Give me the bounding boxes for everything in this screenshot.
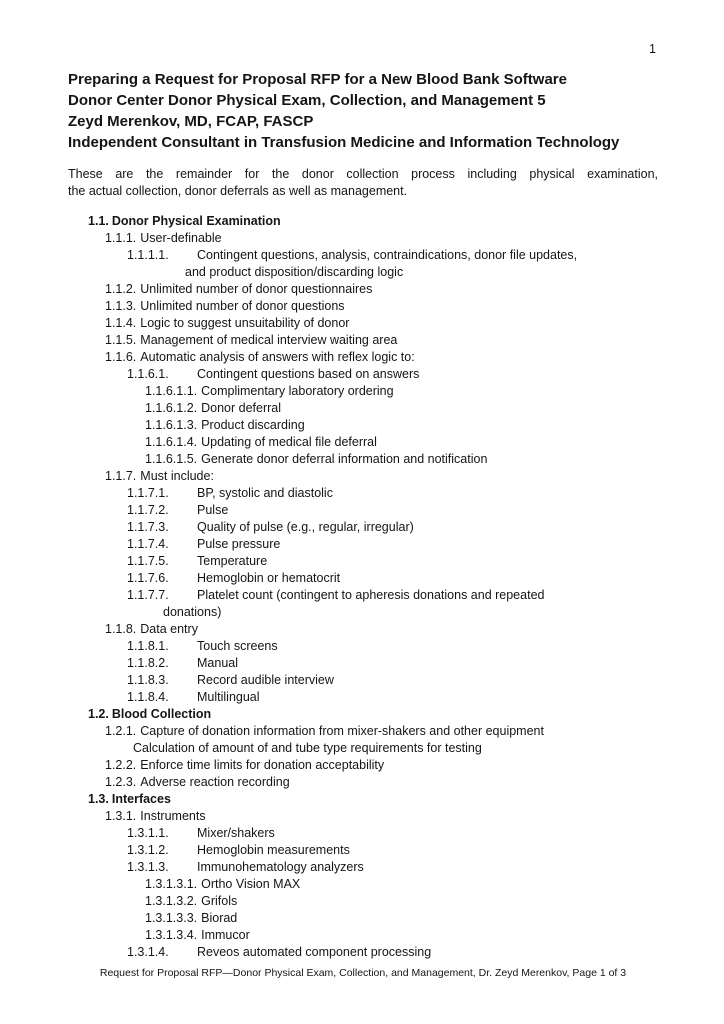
outline-item: [127, 519, 716, 536]
outline-item: [105, 332, 716, 349]
outline-item-text: Donor deferral: [201, 401, 282, 415]
outline-item-number: 1.2.: [88, 707, 109, 721]
outline-continuation-line: [185, 264, 716, 281]
intro-paragraph: [68, 166, 658, 200]
outline-item-text: Touch screens: [197, 639, 278, 653]
outline-item: [105, 281, 716, 298]
outline-item: [145, 893, 716, 910]
outline-item-text: Unlimited number of donor questions: [140, 299, 345, 313]
outline-item-number: 1.2.2.: [105, 758, 137, 772]
outline-item-number: 1.3.1.2.: [127, 843, 169, 857]
outline-item: [105, 621, 716, 638]
title-line-1: Preparing a Request for Proposal RFP for a New Blood Bank Software: [68, 71, 567, 88]
outline-item-text: Pulse: [197, 503, 229, 517]
outline-item: [127, 655, 716, 672]
outline-item-number: 1.3.1.: [105, 809, 137, 823]
outline-item-number: 1.1.7.7.: [127, 588, 169, 602]
outline-item-text: Immunohematology analyzers: [197, 860, 364, 874]
outline-item-number: 1.3.1.3.1.: [145, 877, 198, 891]
outline-item-number: 1.1.8.1.: [127, 639, 169, 653]
title-line-4: Independent Consultant in Transfusion Medicine and Information Technology: [68, 134, 620, 151]
intro-line-2: the actual collection, donor deferrals as well as management.: [68, 184, 408, 198]
outline-item-text: Enforce time limits for donation acceptability: [140, 758, 385, 772]
outline-item-number: 1.1.6.1.2.: [145, 401, 198, 415]
outline-item-number: 1.3.1.3.3.: [145, 911, 198, 925]
outline-item: [105, 723, 716, 740]
outline-item-number: 1.3.1.3.: [127, 860, 169, 874]
outline-item-text: Quality of pulse (e.g., regular, irregular): [197, 520, 414, 534]
outline-item: [145, 417, 716, 434]
outline-item-text: Automatic analysis of answers with reflex logic to:: [140, 350, 415, 364]
outline-item-text: Adverse reaction recording: [140, 775, 290, 789]
outline-item-number: 1.1.8.2.: [127, 656, 169, 670]
outline-item-number: 1.1.: [88, 214, 109, 228]
outline-item-text: donations): [163, 605, 222, 619]
outline-item-text: Calculation of amount of and tube type requirements for testing: [133, 741, 482, 755]
outline-item-number: 1.2.1.: [105, 724, 137, 738]
outline-item-number: 1.1.6.1.5.: [145, 452, 198, 466]
outline-item: [127, 553, 716, 570]
outline-item-number: 1.1.8.4.: [127, 690, 169, 704]
outline-item-number: 1.1.6.1.4.: [145, 435, 198, 449]
outline-item-number: 1.1.7.2.: [127, 503, 169, 517]
outline-item-number: 1.1.8.3.: [127, 673, 169, 687]
outline-item-text: Must include:: [140, 469, 214, 483]
outline-item-text: Logic to suggest unsuitability of donor: [140, 316, 350, 330]
outline-item-text: Product discarding: [201, 418, 305, 432]
outline-item-number: 1.1.7.4.: [127, 537, 169, 551]
outline-item: [145, 927, 716, 944]
outline-list: [68, 213, 716, 961]
outline-item-text: Instruments: [140, 809, 206, 823]
outline-item-text: Biorad: [201, 911, 238, 925]
outline-item-number: 1.3.1.3.4.: [145, 928, 198, 942]
outline-item-number: 1.1.7.1.: [127, 486, 169, 500]
outline-item: [105, 808, 716, 825]
outline-item-text: Data entry: [140, 622, 198, 636]
outline-item: [127, 536, 716, 553]
outline-item: [127, 638, 716, 655]
outline-item-number: 1.1.7.: [105, 469, 137, 483]
outline-item-number: 1.1.6.: [105, 350, 137, 364]
outline-item: [145, 383, 716, 400]
outline-item: [145, 451, 716, 468]
outline-item-text: Temperature: [197, 554, 268, 568]
outline-item-text: Mixer/shakers: [197, 826, 275, 840]
outline-item: [105, 774, 716, 791]
outline-item-number: 1.1.5.: [105, 333, 137, 347]
outline-item-text: Management of medical interview waiting area: [140, 333, 398, 347]
title-line-2: Donor Center Donor Physical Exam, Collection, and Management 5: [68, 92, 546, 109]
outline-item: [105, 349, 716, 366]
outline-item: [105, 468, 716, 485]
outline-item-text: BP, systolic and diastolic: [197, 486, 333, 500]
outline-section-heading: [88, 706, 716, 723]
outline-item-text: Ortho Vision MAX: [201, 877, 301, 891]
outline-item: [145, 400, 716, 417]
outline-item-number: 1.2.3.: [105, 775, 137, 789]
outline-item-text: Updating of medical file deferral: [201, 435, 377, 449]
outline-item: [105, 298, 716, 315]
outline-item-text: Donor Physical Examination: [111, 214, 281, 228]
outline-item: [145, 434, 716, 451]
outline-item-text: Manual: [197, 656, 238, 670]
outline-item-text: Interfaces: [111, 792, 171, 806]
outline-item: [145, 910, 716, 927]
outline-item-text: Contingent questions, analysis, contraindications, donor file updates,: [197, 248, 578, 262]
outline-item-number: 1.1.7.3.: [127, 520, 169, 534]
outline-item-number: 1.3.1.1.: [127, 826, 169, 840]
outline-item-number: 1.3.: [88, 792, 109, 806]
outline-item-number: 1.1.1.1.: [127, 248, 169, 262]
outline-item: [127, 859, 716, 876]
outline-item: [105, 315, 716, 332]
outline-item: [127, 587, 716, 604]
intro-line-1: These are the remainder for the donor collection process including physical examination,: [68, 167, 658, 181]
outline-item: [127, 825, 716, 842]
outline-item-text: Generate donor deferral information and notification: [201, 452, 488, 466]
outline-item: [127, 689, 716, 706]
outline-item-number: 1.1.4.: [105, 316, 137, 330]
outline-item-text: Platelet count (contingent to apheresis donations and repeated: [197, 588, 545, 602]
outline-item: [105, 757, 716, 774]
outline-item: [145, 876, 716, 893]
outline-item: [127, 842, 716, 859]
outline-item-number: 1.1.8.: [105, 622, 137, 636]
outline-item-text: Hemoglobin or hematocrit: [197, 571, 341, 585]
outline-item: [127, 247, 716, 264]
outline-item: [127, 944, 716, 961]
outline-item-number: 1.1.2.: [105, 282, 137, 296]
outline-item: [127, 672, 716, 689]
outline-item-text: Grifols: [201, 894, 238, 908]
outline-item-text: Immucor: [201, 928, 250, 942]
outline-item-number: 1.1.3.: [105, 299, 137, 313]
outline-item-text: Multilingual: [197, 690, 260, 704]
outline-continuation-line: [163, 604, 716, 621]
document-title-block: [68, 69, 678, 153]
outline-item-text: Contingent questions based on answers: [197, 367, 420, 381]
title-line-3: Zeyd Merenkov, MD, FCAP, FASCP: [68, 113, 314, 130]
outline-section-heading: [88, 791, 716, 808]
outline-continuation-line: [133, 740, 716, 757]
outline-item: [127, 570, 716, 587]
outline-item-number: 1.1.6.1.1.: [145, 384, 198, 398]
outline-item-text: Complimentary laboratory ordering: [201, 384, 394, 398]
outline-item-text: Capture of donation information from mixer-shakers and other equipment: [140, 724, 544, 738]
outline-item-text: Unlimited number of donor questionnaires: [140, 282, 373, 296]
outline-item-number: 1.3.1.3.2.: [145, 894, 198, 908]
page-footer: Request for Proposal RFP—Donor Physical Exam, Collection, and Management, Dr. Zeyd Merenkov, Page 1 of 3: [99, 967, 627, 979]
page-number: 1: [649, 42, 656, 56]
outline-item: [127, 502, 716, 519]
outline-item-number: 1.1.6.1.3.: [145, 418, 198, 432]
outline-item: [105, 230, 716, 247]
outline-item-text: User-definable: [140, 231, 222, 245]
outline-item-number: 1.3.1.4.: [127, 945, 169, 959]
outline-item-text: Record audible interview: [197, 673, 334, 687]
outline-item-text: Hemoglobin measurements: [197, 843, 350, 857]
outline-section-heading: [88, 213, 716, 230]
outline-item-text: Pulse pressure: [197, 537, 281, 551]
outline-item: [127, 485, 716, 502]
outline-item-number: 1.1.7.5.: [127, 554, 169, 568]
outline-item-number: 1.1.6.1.: [127, 367, 169, 381]
outline-item-text: Reveos automated component processing: [197, 945, 432, 959]
outline-item-text: Blood Collection: [111, 707, 212, 721]
outline-item-number: 1.1.7.6.: [127, 571, 169, 585]
outline-item-text: and product disposition/discarding logic: [185, 265, 404, 279]
outline-item-number: 1.1.1.: [105, 231, 137, 245]
outline-item: [127, 366, 716, 383]
